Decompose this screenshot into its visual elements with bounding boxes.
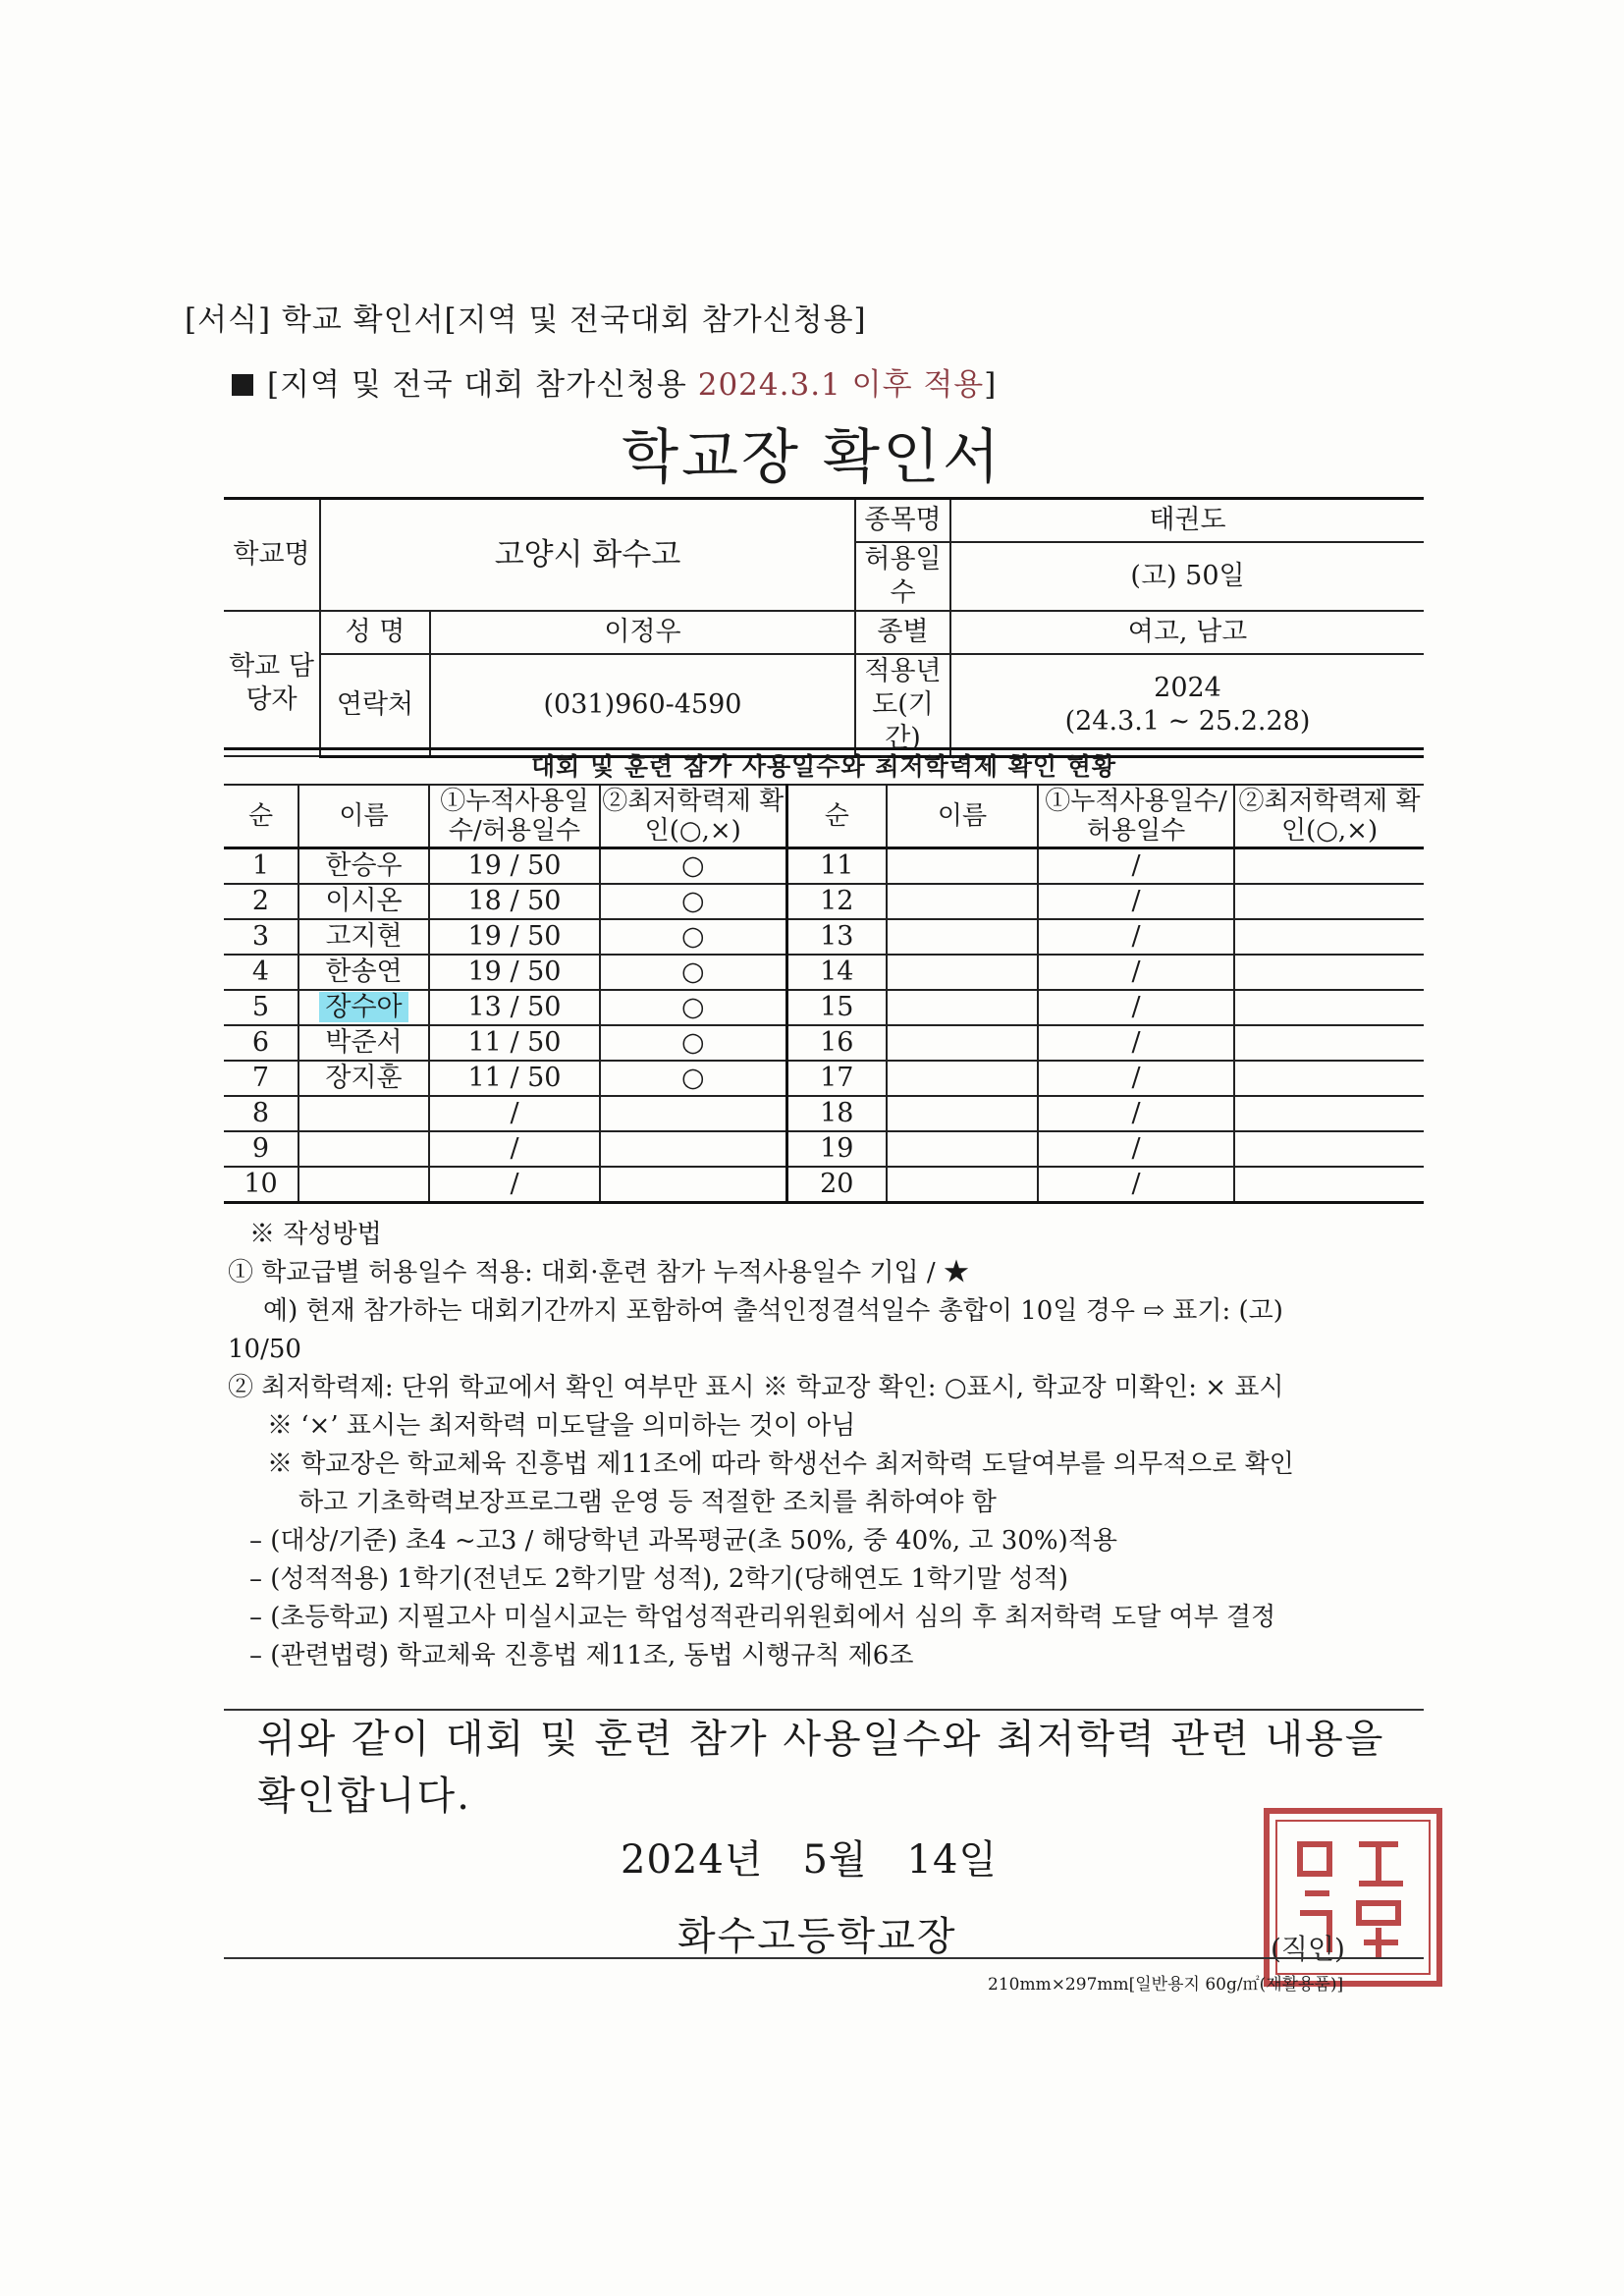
row-academic-check [1234, 1131, 1424, 1167]
row-student-name [298, 1025, 429, 1061]
table-row [224, 1167, 1424, 1203]
row-no [786, 919, 887, 955]
row-no-text: 4 [251, 957, 270, 987]
row-no [224, 919, 298, 955]
row-days-used-text: / [1131, 1133, 1141, 1164]
col-no: 순 [786, 785, 887, 848]
row-student-name [298, 884, 429, 919]
table-row [224, 884, 1424, 919]
row-academic-check-text: ○ [680, 850, 705, 881]
row-days-used-text: 18 / 50 [467, 886, 562, 916]
row-no-text: 3 [251, 921, 270, 952]
row-no [224, 955, 298, 990]
table-row [224, 990, 1424, 1025]
row-days-used [1038, 955, 1234, 990]
row-student-name-text: 고지현 [325, 921, 403, 952]
row-days-used-text: 19 / 50 [467, 850, 562, 881]
col-name: 이름 [887, 785, 1038, 848]
row-days-used [1038, 1061, 1234, 1096]
row-student-name-text: 한승우 [325, 850, 403, 881]
row-no-text: 2 [251, 886, 270, 916]
note-1-example-cont: 10/50 [228, 1335, 301, 1364]
date-year: 2024년 [621, 1837, 764, 1883]
row-no-text: 8 [251, 1098, 270, 1128]
row-no [786, 1025, 887, 1061]
row-days-used [1038, 884, 1234, 919]
row-student-name-text: 한송연 [325, 957, 403, 987]
row-no [786, 1131, 887, 1167]
row-days-used-text: 13 / 50 [467, 992, 562, 1022]
row-student-name [298, 848, 429, 885]
row-no-text: 10 [244, 1169, 278, 1199]
row-days-used [429, 848, 600, 885]
row-days-used [429, 919, 600, 955]
row-days-used [1038, 919, 1234, 955]
phone-label: 연락처 [320, 654, 430, 757]
row-no-text: 12 [820, 886, 854, 916]
row-no-text: 17 [820, 1063, 854, 1093]
row-no [224, 990, 298, 1025]
note-detail-2: – (성적적용) 1학기(전년도 2학기말 성적), 2학기(당해연도 1학기말 성적) [249, 1564, 1069, 1594]
row-days-used-text: / [510, 1133, 519, 1164]
note-detail-3: – (초등학교) 지필고사 미실시교는 학업성적관리위원회에서 심의 후 최저학력 도달 여부 결정 [249, 1603, 1276, 1632]
row-no-text: 13 [820, 921, 854, 952]
row-days-used-text: / [1131, 921, 1141, 952]
table-row [224, 848, 1424, 885]
row-no [224, 1061, 298, 1096]
row-academic-check [600, 990, 786, 1025]
row-academic-check [600, 1131, 786, 1167]
form-label: [서식] 학교 확인서[지역 및 전국대회 참가신청용] [185, 302, 867, 338]
row-no [224, 848, 298, 885]
col-no: 순 [224, 785, 298, 848]
row-student-name [887, 919, 1038, 955]
instructions-heading: ※ 작성방법 [249, 1220, 382, 1249]
period-label: 적용년도(기간) [855, 654, 950, 757]
row-student-name [298, 1061, 429, 1096]
instructions [228, 1216, 1426, 1675]
row-no [786, 1061, 887, 1096]
row-student-name [887, 1167, 1038, 1203]
event-value: 태권도 [950, 499, 1424, 542]
row-academic-check [600, 919, 786, 955]
row-student-name [298, 1167, 429, 1203]
row-days-used-text: 11 / 50 [467, 1063, 562, 1093]
note-2a: ※ ‘×’ 표시는 최저학력 미도달을 의미하는 것이 아님 [267, 1411, 856, 1441]
name-value: 이정우 [430, 611, 855, 654]
row-days-used [429, 1167, 600, 1203]
row-days-used-text: / [1131, 1063, 1141, 1093]
row-no-text: 15 [820, 992, 854, 1022]
col-academic: ②최저학력제 확인(○,×) [600, 785, 786, 848]
row-days-used-text: / [1131, 1098, 1141, 1128]
row-days-used-text: / [1131, 992, 1141, 1022]
period-range: (24.3.1 ~ 25.2.28) [1064, 705, 1311, 737]
period-value [950, 654, 1424, 757]
row-days-used [429, 1096, 600, 1131]
row-days-used [1038, 1025, 1234, 1061]
row-days-used-text: 11 / 50 [467, 1027, 562, 1058]
row-student-name [298, 1131, 429, 1167]
subheading-date: 2024.3.1 이후 적용 [697, 367, 985, 403]
row-days-used-text: / [1131, 1027, 1141, 1058]
table-row [224, 1025, 1424, 1061]
row-academic-check-text: ○ [680, 992, 705, 1022]
confirmation-statement [257, 1711, 1396, 1825]
row-no-text: 1 [251, 850, 270, 881]
row-no [224, 1025, 298, 1061]
row-academic-check-text: ○ [680, 886, 705, 916]
row-no-text: 6 [251, 1027, 270, 1058]
row-no [224, 1096, 298, 1131]
table-row [224, 919, 1424, 955]
row-student-name [887, 1131, 1038, 1167]
note-detail-4: – (관련법령) 학교체육 진흥법 제11조, 동법 시행규칙 제6조 [249, 1641, 914, 1670]
phone-value: (031)960-4590 [430, 654, 855, 757]
row-academic-check [1234, 1167, 1424, 1203]
row-academic-check [600, 1096, 786, 1131]
row-no-text: 5 [251, 992, 270, 1022]
row-no [224, 1131, 298, 1167]
note-1: ① 학교급별 허용일수 적용: 대회·훈련 참가 누적사용일수 기입 / ★ [228, 1258, 969, 1287]
row-student-name-text: 장수아 [319, 992, 407, 1022]
row-days-used-text: 19 / 50 [467, 957, 562, 987]
row-days-used [1038, 990, 1234, 1025]
note-2c: 하고 기초학력보장프로그램 운영 등 적절한 조치를 취하여야 함 [298, 1488, 997, 1517]
row-no [786, 955, 887, 990]
table-row [224, 1061, 1424, 1096]
row-academic-check [1234, 848, 1424, 885]
row-no-text: 7 [251, 1063, 270, 1093]
row-academic-check [1234, 1096, 1424, 1131]
row-student-name [887, 955, 1038, 990]
row-student-name [298, 990, 429, 1025]
col-name: 이름 [298, 785, 429, 848]
school-name-label: 학교명 [224, 499, 320, 611]
paper-spec-footnote: 210mm×297mm[일반용지 60g/㎡(재활용품)] [988, 1975, 1344, 1995]
row-no [224, 884, 298, 919]
table-row [224, 1096, 1424, 1131]
row-student-name-text: 박준서 [325, 1027, 403, 1058]
row-no [786, 848, 887, 885]
seal-mark: (직인) [1271, 1933, 1345, 1965]
row-no [786, 884, 887, 919]
subheading-suffix: ] [984, 367, 998, 403]
row-days-used-text: / [1131, 850, 1141, 881]
row-days-used [429, 1131, 600, 1167]
row-no-text: 16 [820, 1027, 854, 1058]
row-academic-check-text: ○ [680, 1063, 705, 1093]
divider-bottom [224, 1957, 1424, 1959]
subheading-prefix: [지역 및 전국 대회 참가신청용 [267, 367, 698, 403]
principal-title: 화수고등학교장 [677, 1914, 957, 1959]
row-no-text: 18 [820, 1098, 854, 1128]
row-academic-check [600, 1167, 786, 1203]
row-days-used-text: / [510, 1169, 519, 1199]
category-label: 종별 [855, 611, 950, 654]
row-no-text: 19 [820, 1133, 854, 1164]
row-days-used-text: / [510, 1098, 519, 1128]
date-month: 5월 [802, 1837, 868, 1883]
row-days-used [429, 1061, 600, 1096]
contact-person-label: 학교 담당자 [224, 611, 320, 757]
row-student-name [298, 1096, 429, 1131]
row-student-name [298, 955, 429, 990]
note-2: ② 최저학력제: 단위 학교에서 확인 여부만 표시 ※ 학교장 확인: ○표시, 학교장 미확인: × 표시 [228, 1373, 1284, 1402]
row-academic-check [1234, 1025, 1424, 1061]
school-info-table [224, 497, 1424, 758]
row-days-used [429, 884, 600, 919]
confirmation-line-2: 확인합니다. [257, 1774, 471, 1819]
row-academic-check [600, 1061, 786, 1096]
status-table-title: 대회 및 훈련 참가 사용일수와 최저학력제 확인 현황 [224, 749, 1424, 786]
row-academic-check-text: ○ [680, 957, 705, 987]
row-academic-check [600, 955, 786, 990]
row-days-used [429, 955, 600, 990]
confirmation-line-1: 위와 같이 대회 및 훈련 참가 사용일수와 최저학력 관련 내용을 [257, 1717, 1385, 1762]
name-label: 성 명 [320, 611, 430, 654]
col-days: ①누적사용일수/허용일수 [1038, 785, 1234, 848]
row-academic-check [1234, 990, 1424, 1025]
row-student-name [887, 990, 1038, 1025]
row-days-used [1038, 1167, 1234, 1203]
row-no-text: 11 [820, 850, 854, 881]
row-academic-check [600, 848, 786, 885]
row-student-name-text: 이시온 [325, 886, 403, 916]
row-days-used-text: 19 / 50 [467, 921, 562, 952]
row-days-used [1038, 1096, 1234, 1131]
row-days-used [1038, 848, 1234, 885]
period-year: 2024 [1154, 672, 1221, 703]
row-academic-check [1234, 1061, 1424, 1096]
row-no-text: 14 [820, 957, 854, 987]
row-student-name [887, 884, 1038, 919]
row-academic-check [1234, 955, 1424, 990]
row-academic-check [1234, 884, 1424, 919]
allowed-days-value: (고) 50일 [950, 542, 1424, 611]
allowed-days-label: 허용일수 [855, 542, 950, 611]
note-1-example: 예) 현재 참가하는 대회기간까지 포함하여 출석인정결석일수 총합이 10일 경우 ⇨ 표기: (고) [263, 1296, 1283, 1326]
row-days-used-text: / [1131, 886, 1141, 916]
black-square-icon [232, 374, 253, 396]
col-days: ①누적사용일수/허용일수 [429, 785, 600, 848]
row-no-text: 9 [251, 1133, 270, 1164]
participation-status-table [224, 747, 1424, 1204]
row-academic-check [600, 884, 786, 919]
row-days-used [429, 1025, 600, 1061]
col-academic: ②최저학력제 확인(○,×) [1234, 785, 1424, 848]
row-student-name-text: 장지훈 [325, 1063, 403, 1093]
row-days-used [429, 990, 600, 1025]
table-row [224, 955, 1424, 990]
row-no [224, 1167, 298, 1203]
table-row [224, 1131, 1424, 1167]
row-academic-check [600, 1025, 786, 1061]
school-name-value: 고양시 화수고 [320, 499, 855, 611]
row-student-name [298, 919, 429, 955]
row-no-text: 20 [820, 1169, 854, 1199]
row-student-name [887, 1061, 1038, 1096]
row-no [786, 1096, 887, 1131]
row-student-name [887, 848, 1038, 885]
category-value: 여고, 남고 [950, 611, 1424, 654]
row-no [786, 990, 887, 1025]
date-day: 14일 [906, 1837, 999, 1883]
row-student-name [887, 1025, 1038, 1061]
row-days-used-text: / [1131, 957, 1141, 987]
issue-date [621, 1829, 1037, 1885]
event-label: 종목명 [855, 499, 950, 542]
row-academic-check [1234, 919, 1424, 955]
row-student-name [887, 1096, 1038, 1131]
subheading [232, 359, 997, 404]
note-detail-1: – (대상/기준) 초4 ~고3 / 해당학년 과목평균(초 50%, 중 40%, 고 30%)적용 [249, 1526, 1117, 1556]
row-days-used [1038, 1131, 1234, 1167]
row-academic-check-text: ○ [680, 1027, 705, 1058]
row-no [786, 1167, 887, 1203]
document-title: 학교장 확인서 [622, 423, 1002, 492]
note-2b: ※ 학교장은 학교체육 진흥법 제11조에 따라 학생선수 최저학력 도달여부를 의무적으로 확인 [267, 1449, 1294, 1479]
row-days-used-text: / [1131, 1169, 1141, 1199]
row-academic-check-text: ○ [680, 921, 705, 952]
